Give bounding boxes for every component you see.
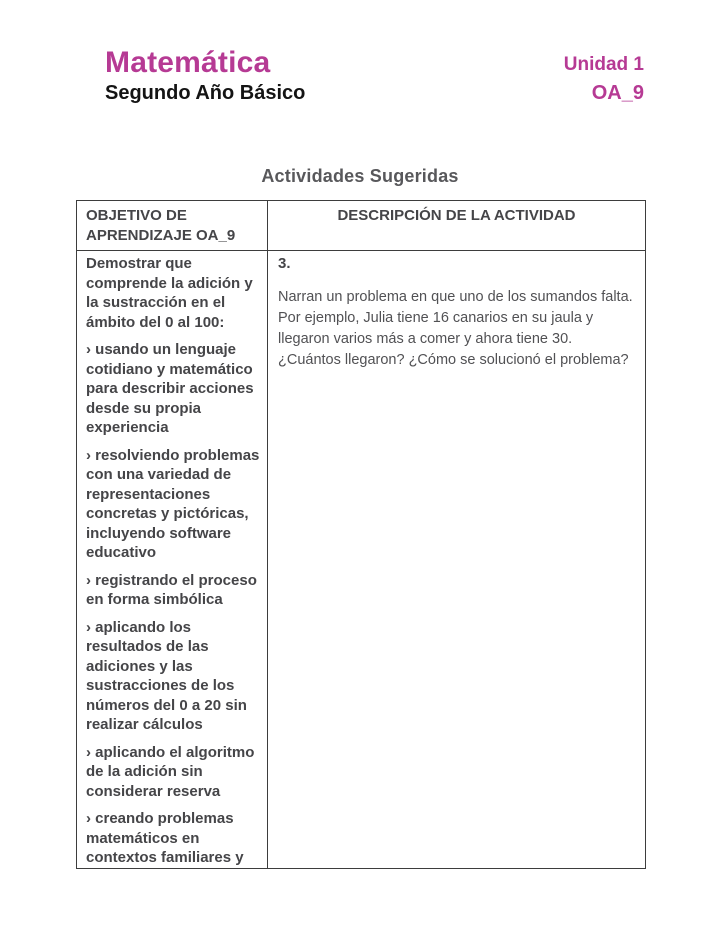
activity-description: Narran un problema en que uno de los sumandos falta. Por ejemplo, Julia tiene 16 canarios en su jaula y llegaron varios más a comer y ahora tiene 30. ¿Cuántos llegaron? ¿Cómo se solucionó el problema? (278, 289, 633, 368)
table-header-row (77, 201, 646, 251)
objective-bullet: › aplicando los resultados de las adiciones y las sustracciones de los números del 0 a 20 sin realizar cálculos (86, 618, 247, 733)
objective-intro: Demostrar que comprende la adición y la sustracción en el ámbito del 0 al 100: (86, 255, 253, 331)
grade-subtitle: Segundo Año Básico (105, 82, 306, 104)
section-title: Actividades Sugeridas (261, 166, 459, 186)
objective-bullet: › registrando el proceso en forma simbólica (86, 571, 257, 608)
header-left (105, 46, 305, 105)
objective-bullet: › aplicando el algoritmo de la adición sin considerar reserva (86, 743, 255, 800)
table-body-row (77, 251, 646, 869)
header-right (564, 46, 644, 106)
document-header (105, 46, 644, 106)
objective-bullet: › creando problemas matemáticos en contextos familiares y (86, 810, 244, 866)
objective-cell (77, 251, 268, 869)
activity-number: 3. (278, 255, 291, 272)
subject-title: Matemática (105, 46, 271, 79)
objective-column-header: OBJETIVO DE APRENDIZAJE OA_9 (77, 201, 268, 251)
document-page (0, 46, 720, 932)
activities-table (76, 200, 646, 869)
objective-bullet: › usando un lenguaje cotidiano y matemático para describir acciones desde su propia experiencia (86, 341, 254, 436)
activity-column-header: DESCRIPCIÓN DE LA ACTIVIDAD (268, 201, 646, 251)
objective-bullet: › resolviendo problemas con una variedad de representaciones concretas y pictóricas, incluyendo software educativo (86, 446, 260, 561)
activity-cell (268, 251, 646, 869)
oa-code-label: OA_9 (591, 82, 644, 104)
unit-label: Unidad 1 (563, 54, 644, 75)
